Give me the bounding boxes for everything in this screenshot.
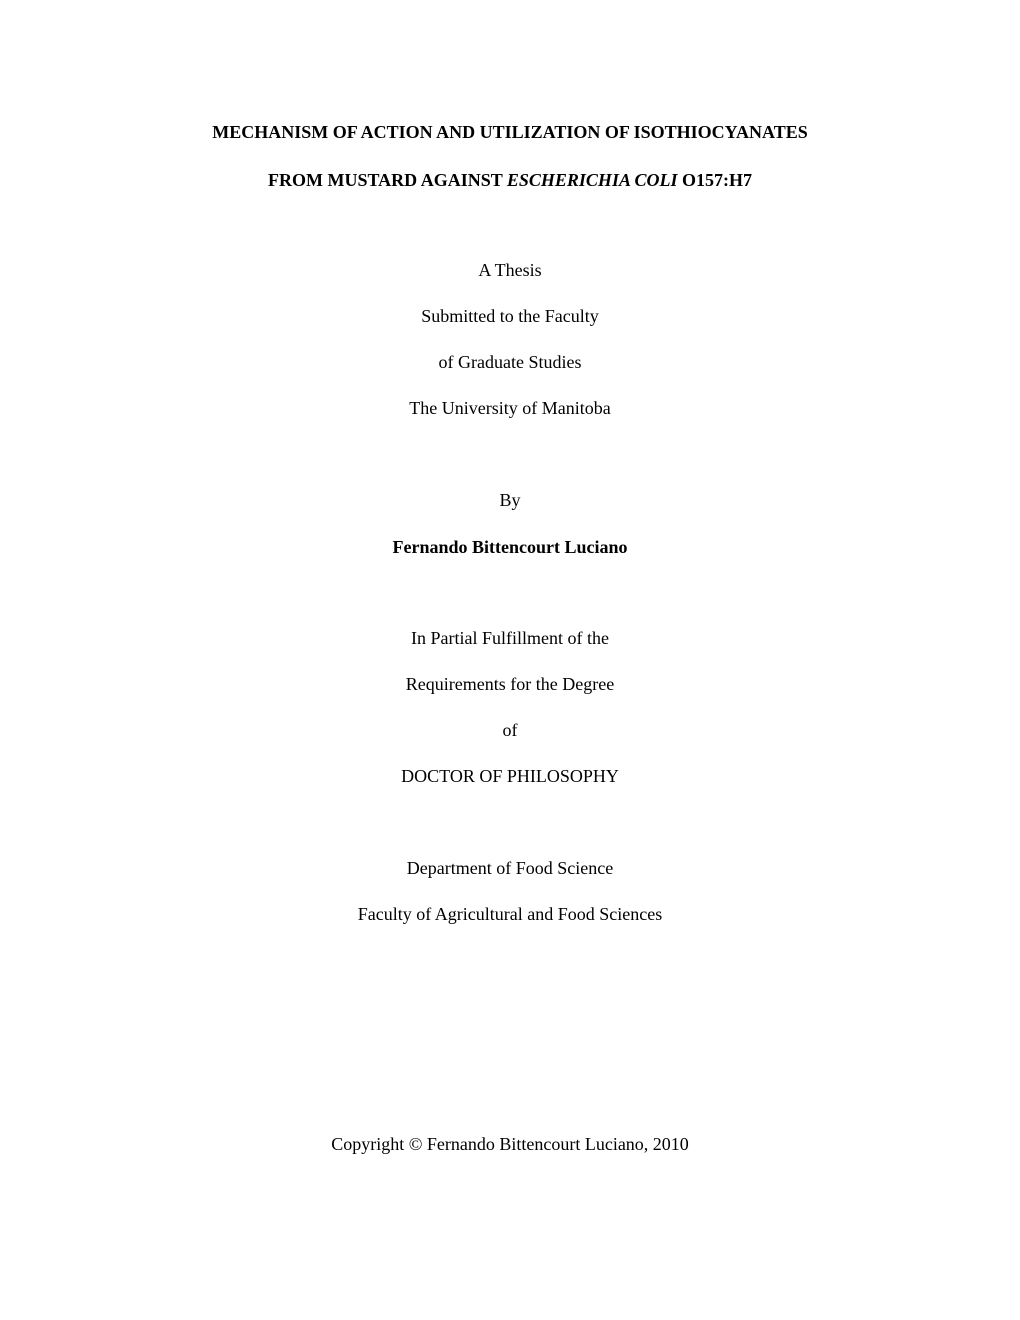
- partial-fulfillment-line: In Partial Fulfillment of the: [411, 628, 609, 648]
- graduate-studies-line: of Graduate Studies: [438, 352, 582, 372]
- thesis-title-organism: ESCHERICHIA COLI: [506, 170, 678, 190]
- thesis-title-line-2-prefix: FROM MUSTARD AGAINST: [268, 170, 507, 190]
- of-line: of: [502, 720, 518, 740]
- author-name: Fernando Bittencourt Luciano: [392, 537, 628, 557]
- requirements-line: Requirements for the Degree: [405, 674, 615, 694]
- by-label: By: [499, 490, 521, 510]
- faculty-line: Faculty of Agricultural and Food Sciences: [357, 904, 663, 924]
- thesis-title-line-2-suffix: O157:H7: [677, 170, 752, 190]
- department-line: Department of Food Science: [406, 858, 614, 878]
- copyright-line: Copyright © Fernando Bittencourt Luciano, 2010: [331, 1134, 689, 1154]
- degree-name: DOCTOR OF PHILOSOPHY: [401, 766, 619, 786]
- submitted-to-line: Submitted to the Faculty: [421, 306, 599, 326]
- thesis-title-line-2: [0, 169, 1020, 191]
- university-line: The University of Manitoba: [409, 398, 611, 418]
- thesis-label: A Thesis: [478, 260, 542, 280]
- thesis-title-line-1: MECHANISM OF ACTION AND UTILIZATION OF ISOTHIOCYANATES: [212, 122, 808, 142]
